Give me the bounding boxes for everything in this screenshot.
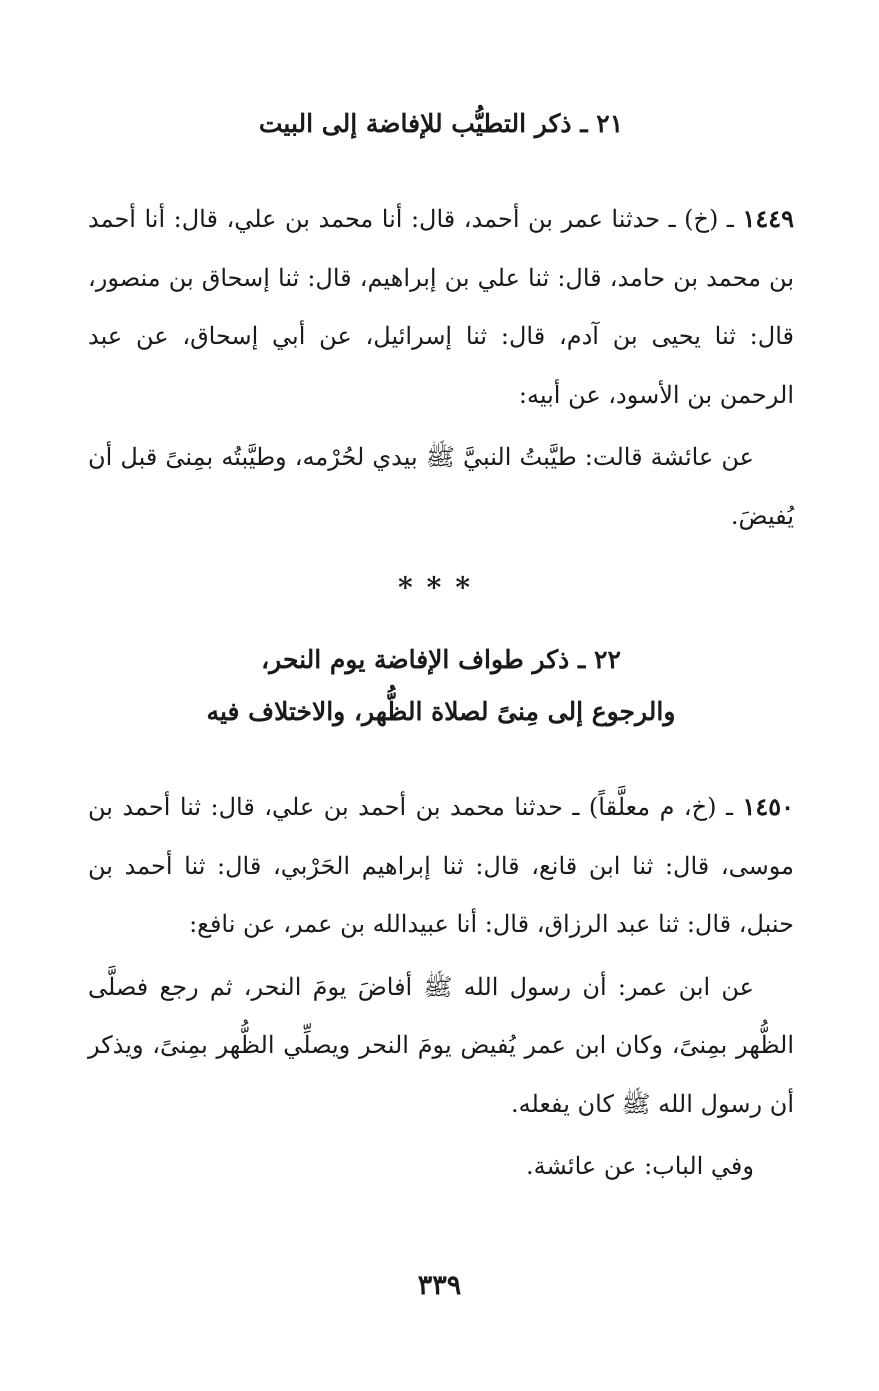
isnad-text: ـ (خ) ـ حدثنا عمر بن أحمد، قال: أنا محمد بن علي، قال: أنا أحمد بن محمد بن حامد، قال: ثنا علي بن إبراهيم، قال: ثنا إسحاق بن منصور، قال: ثنا يحيى بن آدم، قال: ثنا إسرائيل، عن أبي إسحاق، عن عبد الرحمن بن الأسود، عن أبيه: — [88, 205, 794, 409]
bab-note: وفي الباب: عن عائشة. — [526, 1152, 754, 1180]
hadith-1449-matn: عن عائشة قالت: طيَّبتُ النبيَّ ﷺ بيدي لحُرْمه، وطيَّبتُه بمِنىً قبل أن يُفيضَ. — [88, 443, 794, 530]
section-22-title-line2: والرجوع إلى مِنىً لصلاة الظُّهر، والاختلاف فيه — [206, 697, 676, 726]
section-separator: *** — [398, 571, 484, 604]
section-21-title: ٢١ ـ ذكر التطيُّب للإفاضة إلى البيت — [258, 109, 624, 138]
hadith-number: ١٤٥٠ — [742, 792, 794, 821]
page-content — [88, 96, 794, 1196]
hadith-1449-isnad — [88, 190, 794, 424]
hadith-number: ١٤٤٩ — [742, 204, 794, 233]
page-number: ٣٣٩ — [417, 1270, 462, 1301]
isnad-text: ـ (خ، م معلَّقاً) ـ حدثنا محمد بن أحمد بن علي، قال: ثنا أحمد بن موسى، قال: ثنا ابن قانع، قال: ثنا إبراهيم الحَرْبي، قال: ثنا أحمد بن حنبل، قال: ثنا عبد الرزاق، قال: أنا عبيدالله بن عمر، عن نافع: — [88, 793, 794, 938]
hadith-1450-isnad — [88, 778, 794, 954]
section-22-title-line1: ٢٢ ـ ذكر طواف الإفاضة يوم النحر، — [261, 645, 621, 674]
hadith-1450-matn: عن ابن عمر: أن رسول الله ﷺ أفاضَ يومَ النحر، ثم رجع فصلَّى الظُّهر بمِنىً، وكان ابن عمر يُفيض يومَ النحر ويصلِّي الظُّهر بمِنىً، ويذكر أن رسول الله ﷺ كان يفعله. — [88, 972, 794, 1118]
